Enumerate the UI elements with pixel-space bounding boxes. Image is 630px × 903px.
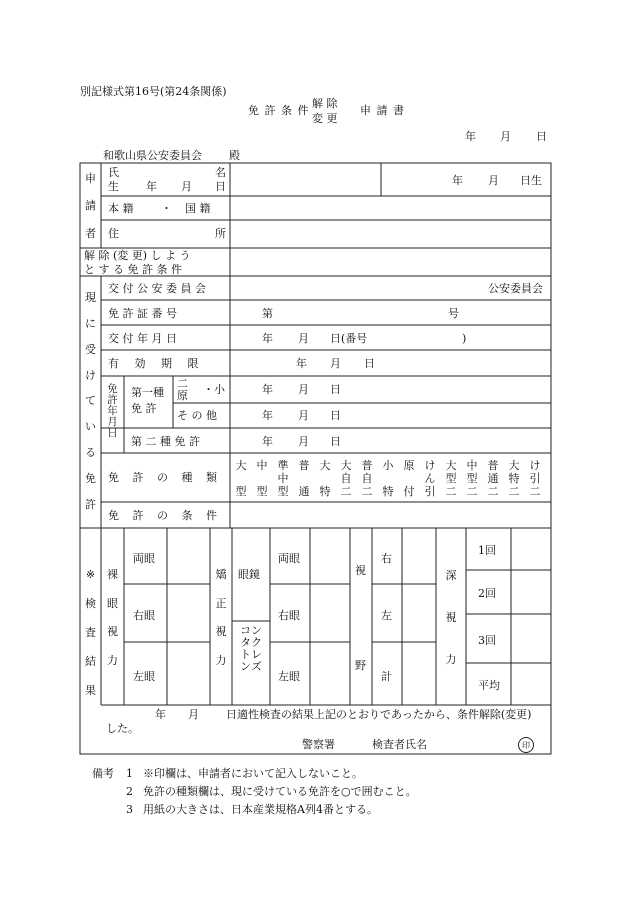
licence-kinds-label: 免 許 の 種 類 bbox=[108, 471, 222, 484]
licence-kind[interactable]: 大 自 二 bbox=[340, 459, 352, 498]
notes-title: 備考 bbox=[92, 767, 114, 780]
expiry-label: 有 効 期 限 bbox=[108, 357, 205, 370]
visual-field-label-1: 視 bbox=[355, 564, 366, 577]
depth-average: 平均 bbox=[478, 679, 500, 692]
licence-conditions-label: 免 許 の 条 件 bbox=[108, 509, 222, 522]
naked-left-eye: 左眼 bbox=[133, 670, 155, 683]
licence-kind[interactable]: 大 特 二 bbox=[508, 459, 520, 498]
naked-right-eye: 右眼 bbox=[133, 609, 155, 622]
licence-kind[interactable]: 原 付 bbox=[403, 459, 415, 498]
address-label-2: 所 bbox=[215, 227, 226, 240]
visual-field-label-2: 野 bbox=[355, 659, 366, 672]
birth-label-3: 月 bbox=[181, 180, 192, 193]
class1-sub1-right: ・小 bbox=[203, 383, 225, 396]
issue-month: 月 bbox=[298, 332, 309, 345]
corrected-vision-side-label: 矯 正 視 力 bbox=[215, 567, 227, 668]
class2-day: 日 bbox=[330, 435, 341, 448]
note-3: 用紙の大きさは、日本産業規格A列4番とする。 bbox=[143, 803, 378, 816]
glasses-label: 眼鏡 bbox=[238, 568, 260, 581]
class1-sub1-day: 日 bbox=[330, 383, 341, 396]
cancel-label-2: と す る 免 許 条 件 bbox=[84, 263, 182, 276]
birth-label-4: 日 bbox=[215, 180, 226, 193]
issue-day: 日(番号 bbox=[330, 332, 368, 345]
current-licence-side-label: 現 に 受 け て い る 免 許 bbox=[85, 291, 96, 511]
issue-date-label: 交 付 年 月 日 bbox=[108, 332, 177, 345]
seal-mark: 印 bbox=[518, 737, 534, 753]
result-year: 年 bbox=[155, 708, 166, 721]
class1-sub2-day: 日 bbox=[330, 409, 341, 422]
dob-day: 日生 bbox=[520, 174, 542, 187]
cancel-label-1: 解 除 (変 更) し よ う bbox=[84, 249, 191, 262]
licence-kind[interactable]: 小 特 bbox=[382, 459, 394, 498]
note-1-number: 1 bbox=[126, 767, 133, 780]
depth-trial-2: 2回 bbox=[478, 587, 496, 600]
result-statement: 日適性検査の結果上記のとおりであったから、条件解除(変更) bbox=[226, 708, 532, 721]
licence-kind[interactable]: 普 通 bbox=[298, 459, 310, 498]
licence-kind[interactable]: 大 型 bbox=[235, 459, 247, 498]
note-3-number: 3 bbox=[126, 803, 133, 816]
class1-sub1-mid: 原 bbox=[177, 389, 188, 402]
commission-label: 交 付 公 安 委 員 会 bbox=[108, 282, 206, 295]
note-2-number: 2 bbox=[126, 785, 133, 798]
domicile-label-3: 国 籍 bbox=[185, 202, 211, 215]
title-right: 申 請 書 bbox=[360, 104, 405, 117]
expiry-year: 年 bbox=[296, 357, 307, 370]
title-option-cancel: 解 除 bbox=[312, 97, 338, 110]
licence-kind[interactable]: 大 特 bbox=[319, 459, 331, 498]
title-option-change: 変 更 bbox=[312, 112, 338, 125]
class1-sub2: そ の 他 bbox=[177, 409, 217, 422]
issue-close: ) bbox=[462, 332, 467, 345]
licence-kind[interactable]: 大 型 二 bbox=[445, 459, 457, 498]
class1-label-2: 免 許 bbox=[131, 402, 157, 415]
class1-sub1-month: 月 bbox=[298, 383, 309, 396]
class2-month: 月 bbox=[298, 435, 309, 448]
licence-kind[interactable]: け ん 引 bbox=[424, 459, 436, 498]
licence-kind[interactable]: 普 通 二 bbox=[487, 459, 499, 498]
licence-number-dai: 第 bbox=[262, 307, 273, 320]
class2-year: 年 bbox=[262, 435, 273, 448]
licence-number-go: 号 bbox=[448, 307, 459, 320]
issue-year: 年 bbox=[262, 332, 273, 345]
note-2: 免許の種類欄は、現に受けている免許を○で囲むこと。 bbox=[143, 785, 417, 798]
naked-vision-side-label: 裸 眼 視 力 bbox=[107, 567, 118, 668]
class1-sub1-year: 年 bbox=[262, 383, 273, 396]
depth-trial-1: 1回 bbox=[478, 544, 496, 557]
corrected-right-eye: 右眼 bbox=[278, 609, 300, 622]
licence-kind[interactable]: け 引 二 bbox=[529, 459, 541, 498]
addressee-suffix: 殿 bbox=[229, 149, 240, 162]
domicile-label-2: ・ bbox=[161, 202, 172, 215]
corrected-both-eyes: 両眼 bbox=[278, 552, 300, 565]
name-label-2: 名 bbox=[215, 166, 226, 179]
form-reference: 別記様式第16号(第24条関係) bbox=[80, 85, 227, 98]
dob-year: 年 bbox=[452, 174, 463, 187]
field-left: 左 bbox=[381, 609, 392, 622]
applicant-side-label: 申 請 者 bbox=[85, 172, 96, 240]
result-statement-end: した。 bbox=[106, 722, 139, 735]
addressee: 和歌山県公安委員会 bbox=[103, 149, 202, 162]
name-label-1: 氏 bbox=[108, 166, 119, 179]
field-total: 計 bbox=[381, 670, 392, 683]
field-right: 右 bbox=[381, 552, 392, 565]
licence-kind[interactable]: 普 自 二 bbox=[361, 459, 373, 498]
naked-both-eyes: 両眼 bbox=[133, 552, 155, 565]
licence-kind[interactable]: 中 型 二 bbox=[466, 459, 478, 498]
birth-label-2: 年 bbox=[146, 180, 157, 193]
domicile-label-1: 本 籍 bbox=[108, 202, 134, 215]
licence-kind[interactable]: 準 中 型 bbox=[277, 459, 289, 498]
commission-value: 公安委員会 bbox=[488, 282, 543, 295]
depth-trial-3: 3回 bbox=[478, 634, 496, 647]
licence-date-side-label: 免 許 年 月 日 bbox=[107, 383, 118, 439]
date-year: 年 bbox=[465, 130, 476, 143]
licence-number-label: 免 許 証 番 号 bbox=[108, 307, 177, 320]
police-station-label: 警察署 bbox=[302, 738, 335, 751]
corrected-left-eye: 左眼 bbox=[278, 670, 300, 683]
date-month: 月 bbox=[500, 130, 511, 143]
title-left: 免 許 条 件 bbox=[248, 104, 310, 117]
class1-sub1-top: 二 bbox=[177, 377, 188, 390]
date-day: 日 bbox=[536, 130, 547, 143]
exam-result-side-label: ※ 検 査 結 果 bbox=[85, 568, 96, 697]
class2-label: 第 二 種 免 許 bbox=[131, 435, 200, 448]
depth-vision-side-label: 深 視 力 bbox=[445, 569, 457, 666]
licence-kind[interactable]: 中 型 bbox=[256, 459, 268, 498]
expiry-day: 日 bbox=[364, 357, 375, 370]
result-month: 月 bbox=[188, 708, 199, 721]
class1-sub2-month: 月 bbox=[298, 409, 309, 422]
note-1: ※印欄は、申請者において記入しないこと。 bbox=[143, 767, 363, 780]
contact-lens-label: コン タク トレ ンズ bbox=[240, 624, 262, 673]
address-label-1: 住 bbox=[108, 227, 119, 240]
class1-label-1: 第一種 bbox=[131, 386, 164, 399]
dob-month: 月 bbox=[488, 174, 499, 187]
birth-label-1: 生 bbox=[108, 180, 119, 193]
examiner-name-label: 検査者氏名 bbox=[372, 738, 427, 751]
expiry-month: 月 bbox=[330, 357, 341, 370]
class1-sub2-year: 年 bbox=[262, 409, 273, 422]
